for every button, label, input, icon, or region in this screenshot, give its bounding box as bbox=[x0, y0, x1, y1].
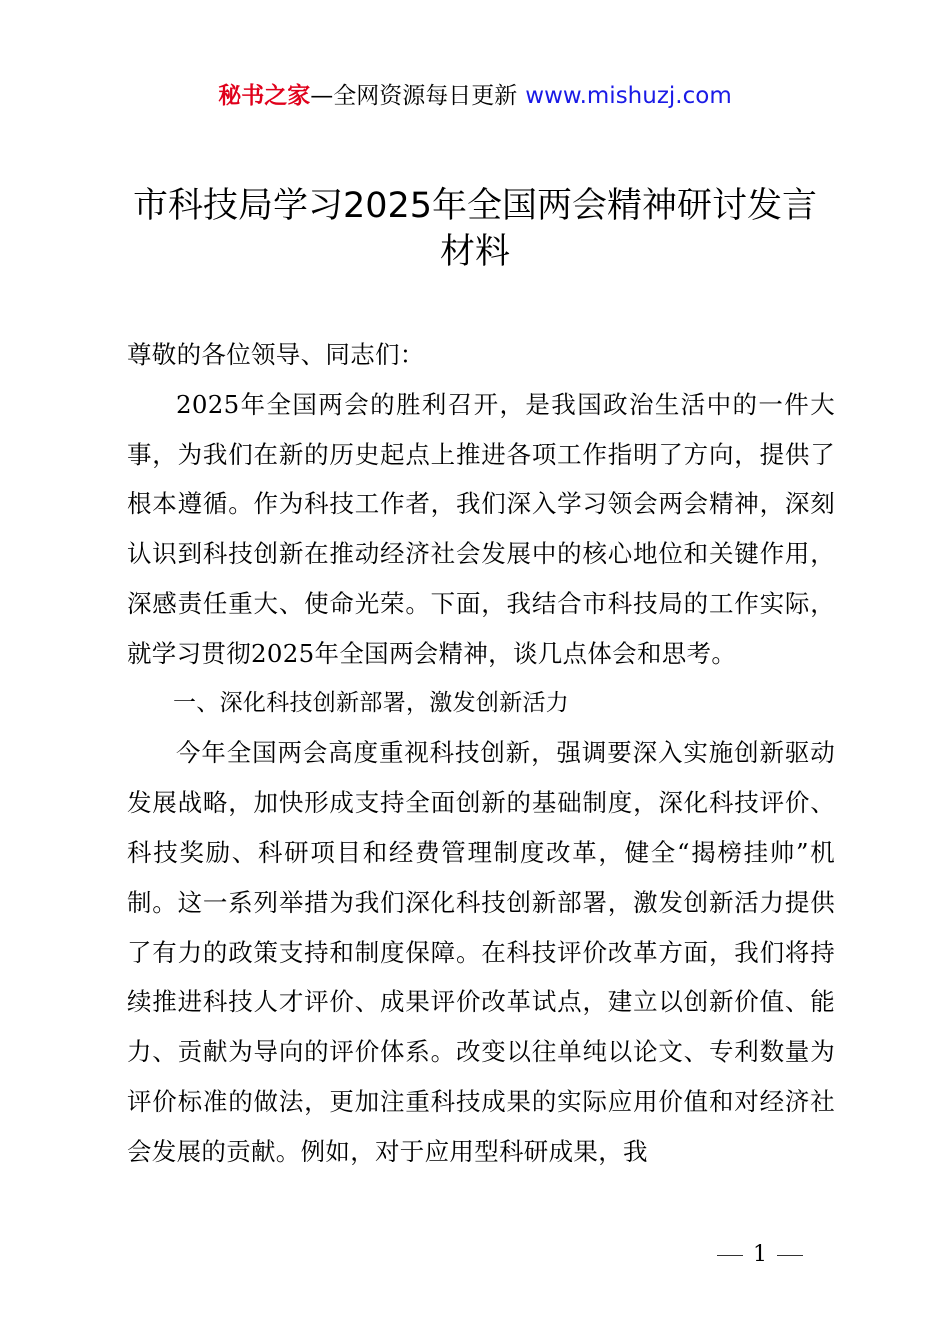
salutation: 尊敬的各位领导、同志们： bbox=[127, 340, 425, 369]
page-footer bbox=[0, 1240, 950, 1270]
paragraph-intro: 2025年全国两会的胜利召开，是我国政治生活中的一件大事，为我们在新的历史起点上推进各项工作指明了方向，提供了根本遵循。作为科技工作者，我们深入学习领会两会精神，深刻认识到科技创新在推动经济社会发展中的核心地位和关键作用，深感责任重大、使命光荣。下面，我结合市科技局的工作实际，就学习贯彻2025年全国两会精神，谈几点体会和思考。 bbox=[127, 389, 835, 668]
brand-name: 秘书之家 bbox=[218, 83, 311, 109]
header-tagline: —全网资源每日更新 bbox=[310, 83, 518, 109]
site-url-link[interactable]: www.mishuzj.com bbox=[525, 83, 732, 109]
dash-left bbox=[717, 1255, 743, 1256]
document-body bbox=[127, 330, 835, 1177]
paragraph-section-one: 今年全国两会高度重视科技创新，强调要深入实施创新驱动发展战略，加快形成支持全面创新的基础制度，深化科技评价、科技奖励、科研项目和经费管理制度改革，健全“揭榜挂帅”机制。这一系列举措为我们深化科技创新部署，激发创新活力提供了有力的政策支持和制度保障。在科技评价改革方面，我们将持续推进科技人才评价、成果评价改革试点，建立以创新价值、能力、贡献为导向的评价体系。改变以往单纯以论文、专利数量为评价标准的做法，更加注重科技成果的实际应用价值和对经济社会发展的贡献。例如，对于应用型科研成果，我 bbox=[127, 738, 835, 1166]
site-header bbox=[0, 80, 950, 112]
document-title: 市科技局学习2025年全国两会精神研讨发言材料 bbox=[132, 186, 818, 272]
dash-right bbox=[777, 1255, 803, 1256]
page-number: 1 bbox=[753, 1242, 767, 1267]
section-heading: 一、深化科技创新部署，激发创新活力 bbox=[173, 689, 570, 716]
